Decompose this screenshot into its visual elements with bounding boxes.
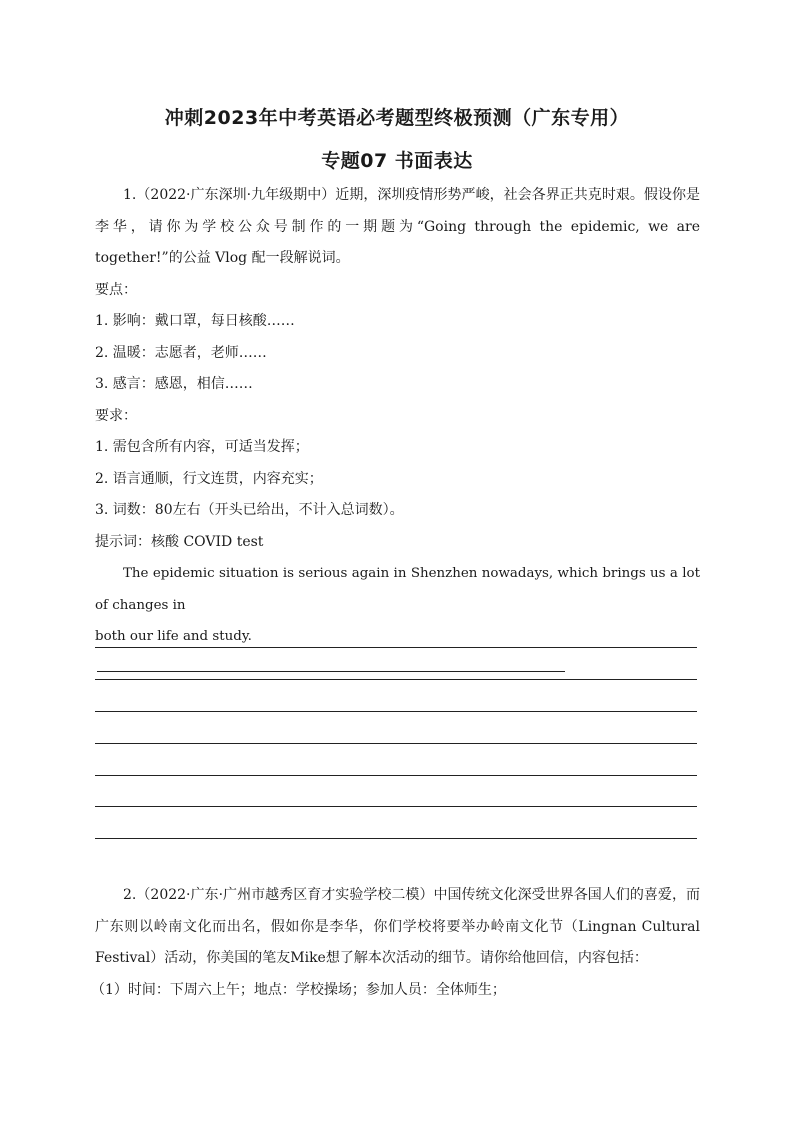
opening-sentence-line-2	[95, 621, 700, 684]
answer-line[interactable]	[95, 679, 697, 680]
document-title: 冲刺2023年中考英语必考题型终极预测（广东专用）	[164, 107, 630, 129]
document-subtitle: 专题07 书面表达	[321, 150, 473, 172]
hint-words: 提示词：核酸 COVID test	[95, 533, 264, 550]
opening-sentence-line-1: The epidemic situation is serious again in Shenzhen nowadays, which brings us a lot of changes in	[95, 566, 700, 613]
answer-line[interactable]	[95, 711, 697, 712]
requirement-item: 2. 语言通顺，行文连贯，内容充实；	[95, 470, 323, 487]
question-2-intro: 2.（2022·广东·广州市越秀区育才实验学校二模）中国传统文化深受世界各国人们的喜爱，而广东则以岭南文化而出名，假如你是李华，你们学校将要举办岭南文化节（Lingnan Cultural Festival）活动，你美国的笔友Mike想了解本次活动的细节。请你给他回信，内容包括：	[95, 887, 700, 966]
answer-line[interactable]	[97, 670, 565, 672]
answer-line[interactable]	[95, 647, 697, 648]
point-item: 3. 感言：感恩，相信……	[95, 376, 253, 392]
answer-line[interactable]	[95, 806, 697, 807]
points-heading: 要点：	[95, 281, 137, 298]
answer-line[interactable]	[95, 775, 697, 776]
answer-line[interactable]	[95, 743, 697, 744]
point-item: 1. 影响：戴口罩，每日核酸……	[95, 313, 295, 329]
requirements-heading: 要求：	[95, 407, 137, 424]
requirement-item: 3. 词数：80左右（开头已给出，不计入总词数）。	[95, 502, 404, 518]
opening-sentence-text: both our life and study.	[95, 629, 252, 644]
question-1-intro: 1.（2022·广东深圳·九年级期中）近期，深圳疫情形势严峻，社会各界正共克时艰。假设你是李华，请你为学校公众号制作的一期题为“Going through the epidemic, we are together!”的公益 Vlog 配一段解说词。	[95, 187, 700, 266]
question-1	[95, 180, 700, 684]
question-2-item: （1）时间：下周六上午；地点：学校操场；参加人员：全体师生；	[91, 981, 506, 998]
question-2	[91, 880, 700, 1006]
point-item: 2. 温暖：志愿者，老师……	[95, 344, 267, 361]
requirement-item: 1. 需包含所有内容，可适当发挥；	[95, 439, 309, 455]
answer-line[interactable]	[95, 838, 697, 839]
